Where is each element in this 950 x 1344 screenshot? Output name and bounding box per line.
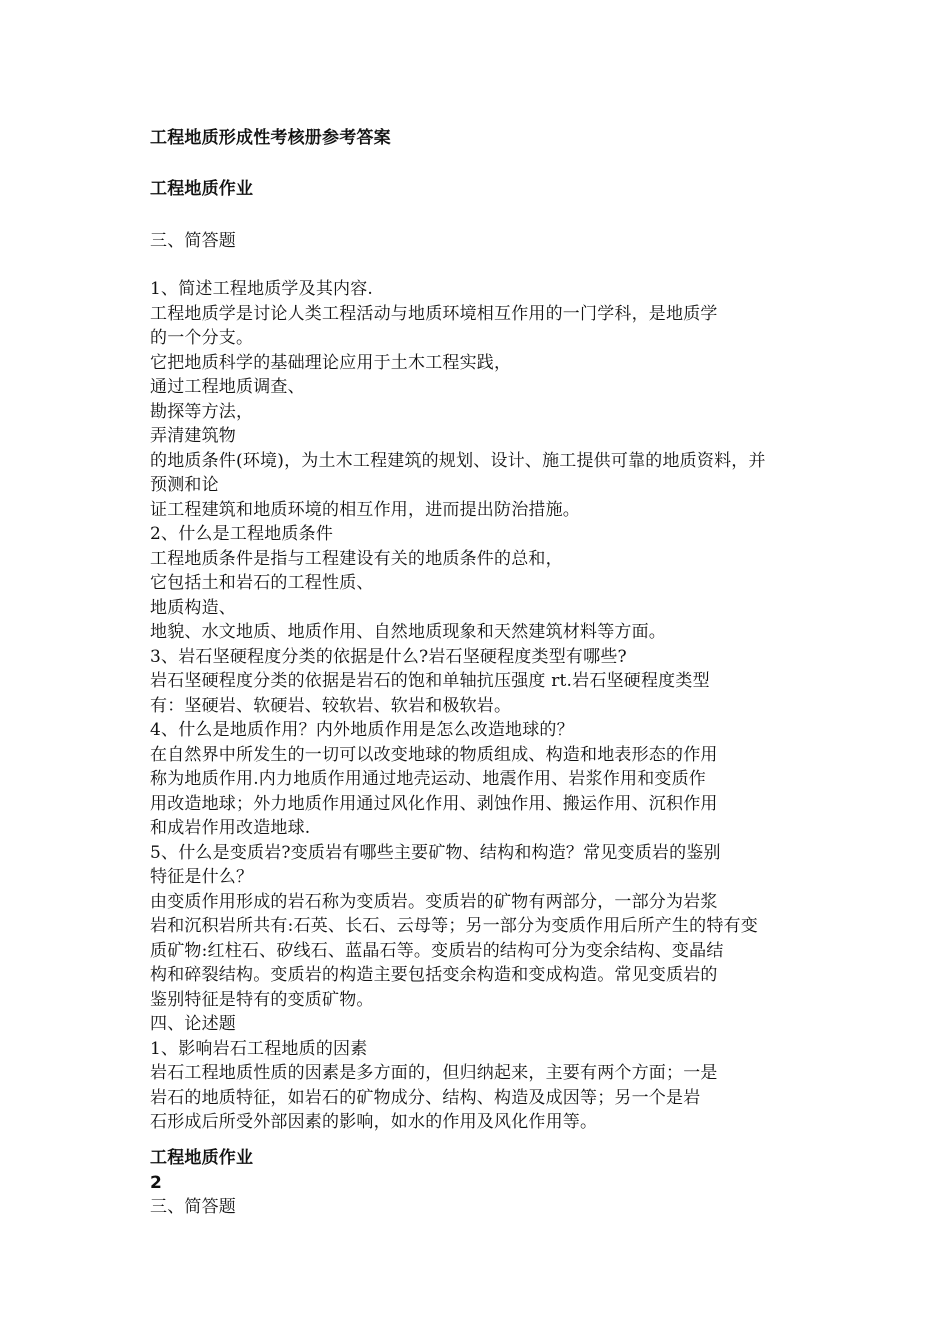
text-line: 有：坚硬岩、软硬岩、较软岩、软岩和极软岩。 (150, 695, 512, 716)
text-line: 由变质作用形成的岩石称为变质岩。变质岩的矿物有两部分，一部分为岩浆 (150, 891, 718, 912)
question-line: 1、影响岩石工程地质的因素 (150, 1038, 368, 1059)
text-line: 石形成后所受外部因素的影响，如水的作用及风化作用等。 (150, 1112, 598, 1132)
subsection-heading: 三、简答题 (150, 1197, 236, 1217)
text-line: 的地质条件(环境)，为土木工程建筑的规划、设计、施工提供可靠的地质资料，并 (150, 450, 766, 471)
text-line: 它把地质科学的基础理论应用于土木工程实践， (150, 352, 512, 373)
question-line: 2、什么是工程地质条件 (150, 524, 334, 544)
section-number: 2 (150, 1172, 163, 1193)
text-line: 工程地质条件是指与工程建设有关的地质条件的总和， (150, 548, 563, 569)
text-line: 构和碎裂结构。变质岩的构造主要包括变余构造和变成构造。常见变质岩的 (150, 965, 718, 985)
text-line: 鉴别特征是特有的变质矿物。 (150, 989, 374, 1010)
question-line: 5、什么是变质岩?变质岩有哪些主要矿物、结构和构造？常见变质岩的鉴别 (150, 842, 721, 863)
section-heading: 工程地质作业 (150, 179, 254, 199)
body-text (150, 277, 766, 1135)
text-line: 证工程建筑和地质环境的相互作用，进而提出防治措施。 (150, 499, 580, 520)
subsection-heading: 四、论述题 (150, 1014, 236, 1034)
text-line: 岩石工程地质性质的因素是多方面的，但归纳起来，主要有两个方面；一是 (150, 1063, 718, 1083)
text-line: 岩石坚硬程度分类的依据是岩石的饱和单轴抗压强度 rt.岩石坚硬程度类型 (150, 671, 710, 691)
text-line: 它包括土和岩石的工程性质、 (150, 573, 374, 593)
next-section (150, 1146, 253, 1220)
text-line: 质矿物:红柱石、矽线石、蓝晶石等。变质岩的结构可分为变余结构、变晶结 (150, 940, 724, 961)
text-line: 特征是什么？ (150, 867, 254, 887)
text-line: 和成岩作用改造地球. (150, 818, 311, 838)
question-line: 4、什么是地质作用？内外地质作用是怎么改造地球的？ (150, 720, 574, 740)
section-heading: 工程地质作业 (150, 1148, 254, 1168)
text-line: 地质构造、 (150, 597, 236, 618)
question-line: 1、简述工程地质学及其内容. (150, 279, 374, 299)
text-line: 弄清建筑物 (150, 426, 236, 446)
question-line: 3、岩石坚硬程度分类的依据是什么?岩石坚硬程度类型有哪些? (150, 646, 627, 667)
text-line: 勘探等方法， (150, 401, 254, 422)
text-line: 用改造地球；外力地质作用通过风化作用、剥蚀作用、搬运作用、沉积作用 (150, 793, 718, 814)
text-line: 预测和论 (150, 475, 219, 495)
text-line: 工程地质学是讨论人类工程活动与地质环境相互作用的一门学科，是地质学 (150, 303, 718, 324)
text-line: 通过工程地质调查、 (150, 377, 305, 397)
text-line: 的一个分支。 (150, 328, 254, 348)
text-line: 称为地质作用.内力地质作用通过地壳运动、地震作用、岩浆作用和变质作 (150, 769, 707, 789)
text-line: 岩石的地质特征，如岩石的矿物成分、结构、构造及成因等；另一个是岩 (150, 1087, 701, 1108)
text-line: 在自然界中所发生的一切可以改变地球的物质组成、构造和地表形态的作用 (150, 744, 718, 765)
subsection-heading: 三、简答题 (150, 231, 236, 251)
text-line: 岩和沉积岩所共有:石英、长石、云母等；另一部分为变质作用后所产生的特有变 (150, 916, 758, 936)
document-title: 工程地质形成性考核册参考答案 (150, 128, 391, 148)
text-line: 地貌、水文地质、地质作用、自然地质现象和天然建筑材料等方面。 (150, 622, 666, 642)
